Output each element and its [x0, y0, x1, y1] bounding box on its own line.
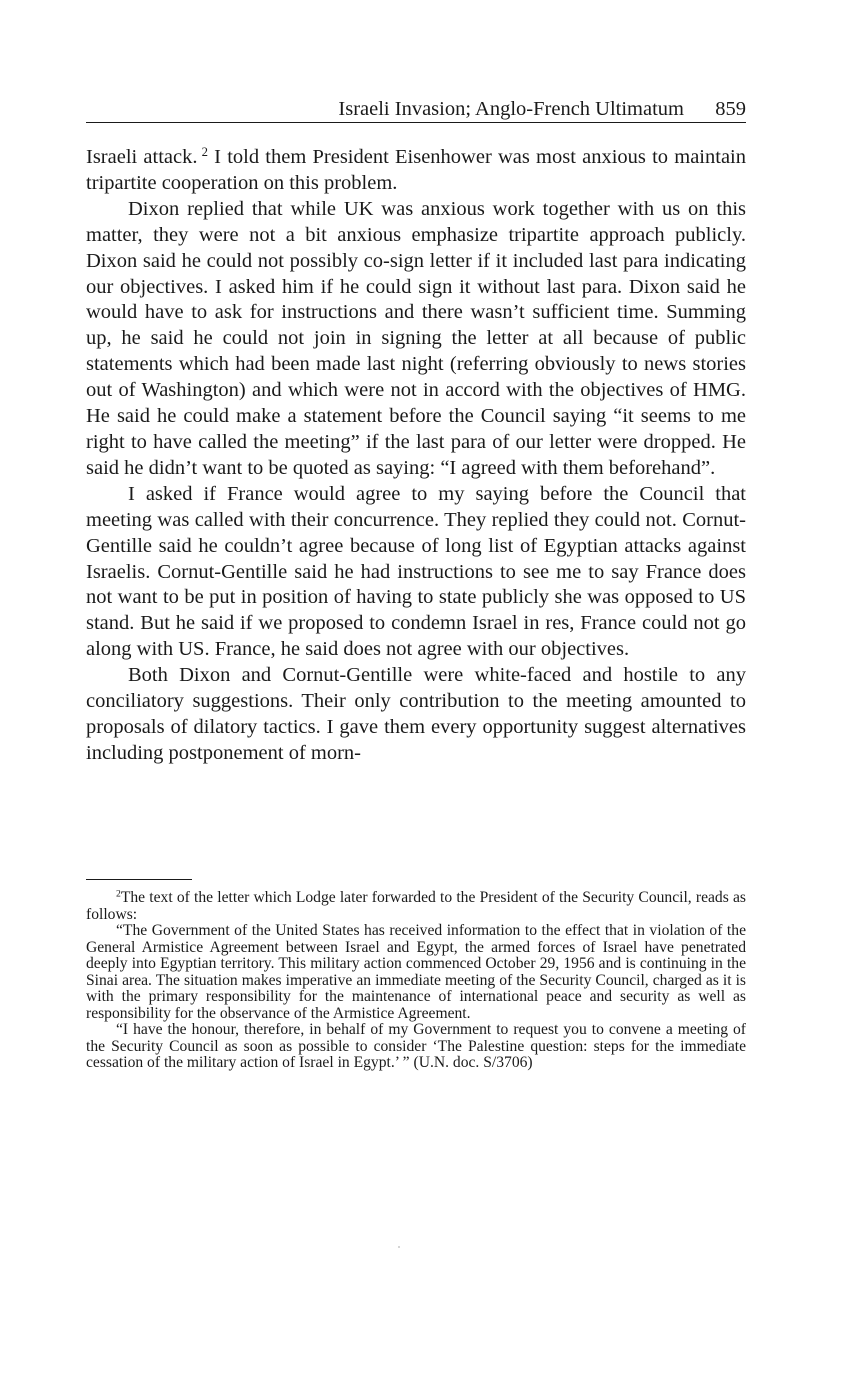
scan-speck — [398, 1246, 400, 1248]
paragraph-1 — [86, 145, 746, 197]
paragraph-4: Both Dixon and Cornut-Gentille were white-faced and hostile to any conciliatory suggestions. Their only contribution to the meeting amounted to proposals of dilatory tactics. I gave them every opportunity suggest alternatives including postponement of morn- — [86, 664, 746, 764]
paragraph-1-rest: I told them President Eisenhower was most anxious to maintain tripartite cooperation on this problem. — [86, 146, 746, 194]
footnote-2 — [86, 890, 746, 923]
page-number: 859 — [715, 98, 746, 120]
paragraph-3: I asked if France would agree to my saying before the Council that meeting was called with their concurrence. They replied they could not. Cornut-Gentille said he couldn’t agree because of long list of Egyptian attacks against Israelis. Cornut-Gentille said he had instructions to see me to say France does not want to be put in position of having to state publicly she was opposed to US stand. But he said if we proposed to condemn Israel in res, France could not go along with US. France, he said does not agree with our objectives. — [86, 482, 746, 661]
paragraph-1-start: Israeli attack. — [86, 146, 198, 168]
document-page — [86, 98, 746, 1071]
paragraph-2: Dixon replied that while UK was anxious work together with us on this matter, they were not a bit anxious emphasize tripartite approach publicly. Dixon said he could not possibly co-sign letter if it included last para indicating our objectives. I asked him if he could sign it without last para. Dixon said he would have to ask for instructions and there wasn’t sufficient time. Summing up, he said he could not join in signing the letter at all because of public statements which had been made last night (referring obviously to news stories out of Washington) and which were not in accord with the objectives of HMG. He said he could make a statement before the Council saying “it seems to me right to have called the meeting” if the last para of our letter were dropped. He said he didn’t want to be quoted as saying: “I agreed with them beforehand”. — [86, 197, 746, 479]
footnote-divider — [86, 879, 192, 880]
footnote-reference: 2 — [201, 145, 208, 160]
running-head — [86, 98, 746, 123]
footnote-quote-1: “The Government of the United States has received information to the effect that in violation of the General Armistice Agreement between Israel and Egypt, the armed forces of Israel have penetrated deeply into Egyptian territory. This military action commenced October 29, 1956 and is continuing in the Sinai area. The situation makes imperative an immediate meeting of the Security Council, charged as it is with the primary responsibility for the maintenance of international peace and security as well as responsibility for the observance of the Armistice Agreement. — [86, 922, 746, 1022]
footnote-quote-2: “I have the honour, therefore, in behalf of my Government to request you to convene a meeting of the Security Council as soon as possible to consider ‘The Palestine question: steps for the immediate cessation of the military action of Israel in Egypt.’ ” (U.N. doc. S/3706) — [86, 1021, 746, 1071]
running-head-title: Israeli Invasion; Anglo-French Ultimatum — [338, 98, 684, 120]
footnote-intro: The text of the letter which Lodge later forwarded to the President of the Security Council, reads as follows: — [86, 889, 746, 923]
body-text — [86, 145, 746, 767]
footnotes — [86, 890, 746, 1072]
footnote-marker: 2 — [116, 888, 121, 900]
